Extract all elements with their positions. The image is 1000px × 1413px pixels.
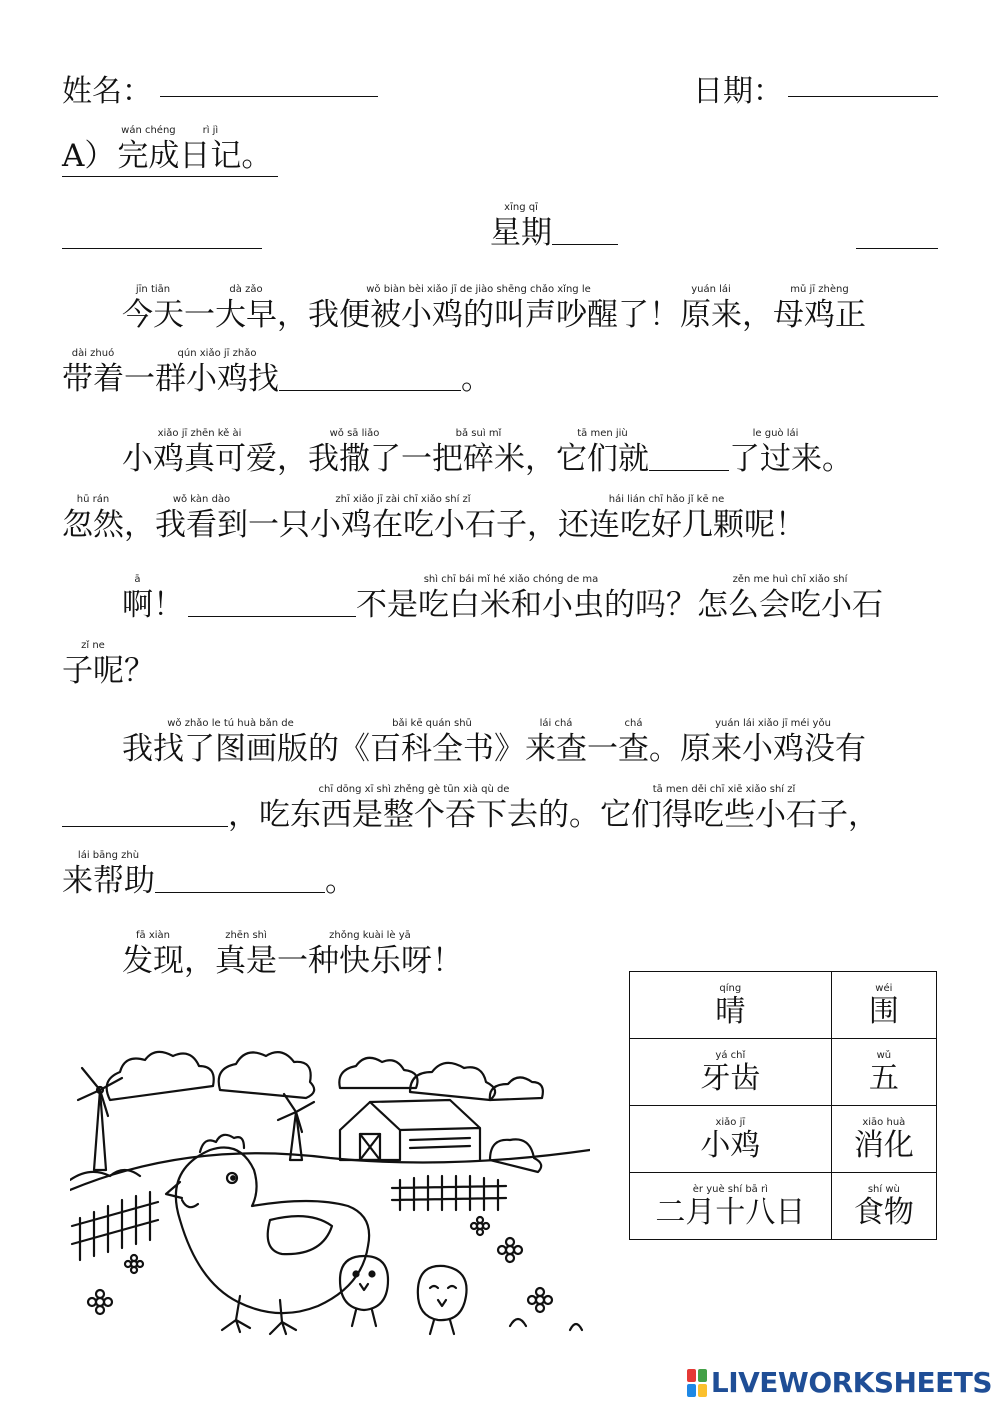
hanzi-text: 啊 xyxy=(122,587,153,623)
hanzi-text: 还连吃好几颗呢 xyxy=(558,507,775,543)
paragraph-2-line-2 xyxy=(62,494,806,541)
pinyin-text xyxy=(666,574,697,586)
pinyin-word xyxy=(308,284,649,331)
pinyin-word xyxy=(155,348,279,395)
pinyin-text: shí wù xyxy=(867,1184,900,1195)
word-option[interactable] xyxy=(700,1050,760,1094)
flower-icon xyxy=(88,1290,112,1314)
digest-blank-input[interactable] xyxy=(155,862,325,893)
pinyin-text: qún xiǎo jī zhǎo xyxy=(177,348,257,359)
pinyin-text: wǒ kàn dào xyxy=(172,494,231,505)
pinyin-word xyxy=(215,284,277,331)
hanzi-text: 子呢 xyxy=(62,653,124,689)
hanzi-text: ， xyxy=(525,441,556,477)
word-option[interactable] xyxy=(854,1184,914,1228)
pinyin-text: xiāo huà xyxy=(862,1117,906,1128)
pinyin-text: shì chī bái mǐ hé xiǎo chóng de ma xyxy=(423,574,599,585)
teeth-blank-input[interactable] xyxy=(62,796,228,827)
windmill-icon xyxy=(290,1112,302,1160)
hanzi-text: 星期 xyxy=(490,215,552,251)
hanzi-text: ， xyxy=(527,507,558,543)
name-input[interactable] xyxy=(160,66,378,97)
brand-logo[interactable] xyxy=(687,1366,992,1399)
pinyin-word xyxy=(153,574,184,621)
pinyin-text: zhǒng kuài lè yā xyxy=(329,930,411,941)
pinyin-text xyxy=(277,284,308,296)
pinyin-word xyxy=(490,202,552,249)
pinyin-text: wǔ xyxy=(876,1050,892,1061)
pinyin-text: mǔ jī zhèng xyxy=(790,284,849,295)
farm-illustration xyxy=(70,1030,590,1350)
hanzi-text: 我便被小鸡的叫声吵醒了 xyxy=(308,297,649,333)
pinyin-word xyxy=(527,494,558,541)
pinyin-word xyxy=(308,428,401,475)
pinyin-text: wéi xyxy=(875,983,893,994)
paragraph-4-line-3 xyxy=(62,850,356,897)
pinyin-word xyxy=(848,784,879,831)
pinyin-word xyxy=(259,784,569,831)
pinyin-text: wǒ zhǎo le tú huà bǎn de xyxy=(167,718,294,729)
pinyin-text xyxy=(432,930,463,942)
pinyin-word xyxy=(248,494,279,541)
hanzi-text: 完成 xyxy=(117,138,180,174)
pinyin-text: yuán lái xyxy=(691,284,731,295)
hanzi-text: 小鸡真可爱 xyxy=(122,441,277,477)
pinyin-word xyxy=(241,125,272,172)
pinyin-word xyxy=(124,640,155,687)
hanzi-text: 我找了图画版的 xyxy=(122,731,339,767)
pinyin-text xyxy=(649,718,680,730)
hanzi-text: ！ xyxy=(153,587,184,623)
paragraph-1-line-1 xyxy=(122,284,866,331)
fence-icon xyxy=(392,1176,506,1210)
hanzi-text: 它们就 xyxy=(556,441,649,477)
pinyin-text xyxy=(241,125,272,137)
hanzi-text: 种快乐呀 xyxy=(308,943,432,979)
pinyin-text: chá xyxy=(624,718,643,729)
hanzi-text: 怎么会吃小石 xyxy=(697,587,883,623)
word-bank-cell xyxy=(831,1173,936,1240)
word-bank-row xyxy=(630,1039,937,1106)
pinyin-text: zǐ ne xyxy=(81,640,105,651)
hanzi-text: 五 xyxy=(868,1061,899,1096)
pinyin-text: chī dōng xī shì zhěng gè tūn xià qù de xyxy=(318,784,510,795)
pinyin-text xyxy=(822,428,853,440)
word-bank-cell xyxy=(831,1039,936,1106)
pinyin-word xyxy=(122,718,339,765)
pinyin-text: bǎ suì mǐ xyxy=(455,428,502,439)
date-label: 日期： xyxy=(693,74,783,109)
hanzi-text: 百科全书 xyxy=(370,731,494,767)
pinyin-text xyxy=(527,494,558,506)
pinyin-text xyxy=(248,494,279,506)
hanzi-text: ？ xyxy=(124,653,155,689)
pinyin-text xyxy=(153,574,184,586)
pinyin-word xyxy=(277,930,308,977)
hanzi-text: 日记 xyxy=(179,138,242,174)
date-input[interactable] xyxy=(788,66,938,97)
pinyin-word xyxy=(277,428,308,475)
pinyin-word xyxy=(854,1117,914,1161)
pinyin-word xyxy=(279,494,527,541)
pinyin-text xyxy=(277,428,308,440)
pinyin-word xyxy=(339,718,370,765)
pinyin-word xyxy=(700,1050,760,1094)
word-bank-cell xyxy=(630,972,832,1039)
pinyin-word xyxy=(62,640,124,687)
hanzi-text: 消化 xyxy=(853,1128,914,1163)
flower-icon xyxy=(528,1288,552,1312)
pinyin-text: fā xiàn xyxy=(136,930,170,941)
paragraph-3-line-1 xyxy=(122,574,883,621)
pinyin-text: yá chǐ xyxy=(715,1050,746,1061)
pinyin-word xyxy=(822,428,853,475)
hanzi-text: ！ xyxy=(432,943,463,979)
period: 。 xyxy=(461,361,492,397)
pinyin-word xyxy=(558,494,775,541)
hanzi-text: 母鸡正 xyxy=(773,297,866,333)
hanzi-text: 。 xyxy=(569,797,600,833)
hanzi-text: 只小鸡在吃小石子 xyxy=(279,507,527,543)
hanzi-text: ， xyxy=(184,943,215,979)
pinyin-word xyxy=(62,494,124,541)
hanzi-text: 我看到 xyxy=(155,507,248,543)
word-bank-cell xyxy=(831,972,936,1039)
hanzi-text: 来查 xyxy=(525,731,587,767)
hanzi-text: ， xyxy=(277,441,308,477)
word-bank-cell xyxy=(630,1039,832,1106)
hanzi-text: 》 xyxy=(494,731,525,767)
cloud-icon xyxy=(107,1052,214,1100)
pinyin-word xyxy=(666,574,697,621)
cloud-icon xyxy=(339,1058,417,1088)
hanzi-text: ， xyxy=(277,297,308,333)
chicken-blank-input[interactable] xyxy=(188,586,356,617)
hanzi-text: ？ xyxy=(666,587,697,623)
pinyin-text: xiǎo jī zhēn kě ài xyxy=(157,428,242,439)
pinyin-text xyxy=(277,930,308,942)
pinyin-word xyxy=(869,1050,899,1094)
hanzi-text: 一 xyxy=(401,441,432,477)
hanzi-text: ， xyxy=(742,297,773,333)
cloud-icon xyxy=(410,1063,495,1100)
name-label: 姓名： xyxy=(62,74,152,109)
weather-input[interactable] xyxy=(856,218,938,249)
word-bank-row xyxy=(630,972,937,1039)
hanzi-text: 二月十八日 xyxy=(655,1195,806,1230)
paragraph-5-line-1 xyxy=(122,930,463,977)
pinyin-text xyxy=(848,784,879,796)
pinyin-text: qíng xyxy=(719,983,742,994)
pinyin-text xyxy=(401,428,432,440)
pinyin-text: wǒ biàn bèi xiǎo jī de jiào shēng chǎo xǐng le xyxy=(366,284,591,295)
pinyin-word xyxy=(117,125,179,172)
pinyin-text: zhēn shì xyxy=(225,930,267,941)
hanzi-text: 。 xyxy=(822,441,853,477)
cloud-icon xyxy=(219,1052,314,1098)
pinyin-word xyxy=(587,718,618,765)
pinyin-text: èr yuè shí bā rì xyxy=(692,1184,768,1195)
pinyin-text: ā xyxy=(134,574,141,585)
flower-icon xyxy=(125,1255,143,1273)
pinyin-word xyxy=(432,428,525,475)
hanzi-text: 一 xyxy=(184,297,215,333)
pinyin-word xyxy=(155,494,248,541)
word-bank-cell xyxy=(630,1173,832,1240)
weekday-row xyxy=(490,202,618,249)
flower-icon xyxy=(498,1238,522,1262)
hanzi-text: 一 xyxy=(124,361,155,397)
hanzi-text: 吃东西是整个吞下去的 xyxy=(259,797,569,833)
pinyin-text: tā men děi chī xiē xiǎo shí zǐ xyxy=(652,784,796,795)
pinyin-word xyxy=(277,284,308,331)
hanzi-text: 原来小鸡没有 xyxy=(680,731,866,767)
pinyin-text xyxy=(649,284,680,296)
pinyin-text: bǎi kē quán shū xyxy=(392,718,472,729)
pinyin-word xyxy=(618,718,649,765)
hanzi-text: 大早 xyxy=(215,297,277,333)
hanzi-text: 了过来 xyxy=(729,441,822,477)
pinyin-word xyxy=(370,718,494,765)
pinyin-text xyxy=(587,718,618,730)
hanzi-text: 围 xyxy=(868,994,899,1029)
pinyin-text xyxy=(742,284,773,296)
period: 。 xyxy=(325,863,356,899)
pinyin-text: hū rán xyxy=(76,494,110,505)
hanzi-text: 忽然 xyxy=(62,507,124,543)
hanzi-text: 一 xyxy=(248,507,279,543)
hanzi-text: 来帮助 xyxy=(62,863,155,899)
pinyin-word xyxy=(556,428,649,475)
section-heading xyxy=(62,125,278,177)
word-bank-row xyxy=(630,1106,937,1173)
pinyin-text xyxy=(775,494,806,506)
hanzi-text: ， xyxy=(124,507,155,543)
pinyin-word xyxy=(494,718,525,765)
chick-icon xyxy=(418,1266,467,1320)
barn-icon xyxy=(340,1102,400,1160)
pinyin-word xyxy=(525,718,587,765)
pinyin-word xyxy=(680,284,742,331)
pinyin-text: zhī xiǎo jī zài chī xiǎo shí zǐ xyxy=(335,494,471,505)
cloud-icon xyxy=(490,1077,543,1100)
food-blank-input[interactable] xyxy=(279,360,461,391)
pinyin-word xyxy=(122,284,184,331)
pinyin-text: dài zhuó xyxy=(71,348,115,359)
hanzi-text: 我撒了 xyxy=(308,441,401,477)
pinyin-text: yuán lái xiǎo jī méi yǒu xyxy=(715,718,831,729)
hanzi-text: 小鸡 xyxy=(700,1128,761,1163)
pinyin-text xyxy=(525,428,556,440)
pinyin-word xyxy=(649,284,680,331)
hanzi-text: 食物 xyxy=(853,1195,914,1230)
pinyin-text xyxy=(124,640,155,652)
pinyin-text: wǒ sā liǎo xyxy=(329,428,380,439)
pinyin-text xyxy=(339,718,370,730)
word-option[interactable] xyxy=(715,983,745,1027)
word-bank-row xyxy=(630,1173,937,1240)
pinyin-word xyxy=(729,428,822,475)
word-option[interactable] xyxy=(700,1117,760,1161)
pinyin-word xyxy=(525,428,556,475)
pinyin-text xyxy=(569,784,600,796)
paragraph-2-line-1 xyxy=(122,428,853,475)
hanzi-text: 。 xyxy=(241,138,273,174)
pinyin-text xyxy=(124,494,155,506)
paragraph-3-line-2 xyxy=(62,640,155,687)
word-option[interactable] xyxy=(655,1184,805,1228)
word-bank-table xyxy=(629,971,937,1240)
hanzi-text: 今天 xyxy=(122,297,184,333)
pinyin-word xyxy=(649,718,680,765)
pinyin-text: tā men jiù xyxy=(577,428,628,439)
pinyin-text xyxy=(124,348,155,360)
hanzi-text: 原来 xyxy=(680,297,742,333)
pinyin-word xyxy=(184,930,215,977)
hanzi-text: ！ xyxy=(775,507,806,543)
date-line-input[interactable] xyxy=(62,218,262,249)
pinyin-word xyxy=(62,850,155,897)
pinyin-word xyxy=(124,494,155,541)
pinyin-word xyxy=(715,983,745,1027)
word-bank-cell xyxy=(630,1106,832,1173)
flower-icon xyxy=(471,1217,489,1235)
weekday-input[interactable] xyxy=(552,214,618,245)
pinyin-text xyxy=(494,718,525,730)
word-bank-body xyxy=(630,972,937,1240)
word-bank-cell xyxy=(831,1106,936,1173)
hanzi-text: 群小鸡找 xyxy=(155,361,279,397)
section-label: A） xyxy=(62,138,116,174)
pinyin-word xyxy=(869,983,899,1027)
pinyin-word xyxy=(122,428,277,475)
hanzi-text: 把碎米 xyxy=(432,441,525,477)
hanzi-text: ， xyxy=(848,797,879,833)
pinyin-word xyxy=(215,930,277,977)
pinyin-word xyxy=(432,930,463,977)
pinyin-word xyxy=(62,348,124,395)
hanzi-text: 《 xyxy=(339,731,370,767)
pinyin-text: rì jì xyxy=(202,125,219,136)
hanzi-text: ， xyxy=(228,797,259,833)
hanzi-text: ！ xyxy=(649,297,680,333)
pinyin-text: hái lián chī hǎo jǐ kē ne xyxy=(608,494,725,505)
pinyin-word xyxy=(700,1117,760,1161)
hanzi-text: 不是吃白米和小虫的吗 xyxy=(356,587,666,623)
pinyin-word xyxy=(697,574,883,621)
hanzi-text: 它们得吃些小石子 xyxy=(600,797,848,833)
hanzi-text: 牙齿 xyxy=(700,1061,761,1096)
hanzi-text: 查 xyxy=(618,731,649,767)
hanzi-text: 。 xyxy=(649,731,680,767)
pinyin-text: jīn tiān xyxy=(135,284,171,295)
word-option[interactable] xyxy=(869,983,899,1027)
pinyin-text: xīng qī xyxy=(504,202,538,213)
pinyin-word xyxy=(569,784,600,831)
fence-icon xyxy=(72,1192,158,1260)
pinyin-text: lái chá xyxy=(539,718,573,729)
pinyin-word xyxy=(228,784,259,831)
pinyin-word xyxy=(680,718,866,765)
pinyin-word xyxy=(184,284,215,331)
pinyin-text xyxy=(184,284,215,296)
pinyin-word xyxy=(356,574,666,621)
pinyin-text xyxy=(184,930,215,942)
hanzi-text: 带着 xyxy=(62,361,124,397)
pinyin-word xyxy=(773,284,866,331)
pinyin-word xyxy=(122,930,184,977)
brand-mark-icon xyxy=(687,1369,707,1397)
pinyin-word xyxy=(655,1184,805,1228)
pinyin-text: lái bāng zhù xyxy=(77,850,140,861)
pinyin-word xyxy=(775,494,806,541)
pinyin-word xyxy=(124,348,155,395)
pinyin-word xyxy=(122,574,153,621)
word-option[interactable] xyxy=(869,1050,899,1094)
surround-blank-input[interactable] xyxy=(649,440,729,471)
hanzi-text: 一 xyxy=(587,731,618,767)
hanzi-text: 一 xyxy=(277,943,308,979)
hanzi-text: 晴 xyxy=(715,994,746,1029)
paragraph-4-line-2 xyxy=(62,784,879,831)
pinyin-text: zěn me huì chī xiǎo shí xyxy=(732,574,848,585)
pinyin-text: dà zǎo xyxy=(229,284,263,295)
paragraph-1-line-2 xyxy=(62,348,492,395)
hanzi-text: 真是 xyxy=(215,943,277,979)
pinyin-word xyxy=(308,930,432,977)
pinyin-word xyxy=(854,1184,914,1228)
paragraph-4-line-1 xyxy=(122,718,866,765)
pinyin-text: wán chéng xyxy=(121,125,176,136)
word-option[interactable] xyxy=(854,1117,914,1161)
pinyin-word xyxy=(179,125,241,172)
hanzi-text: 发现 xyxy=(122,943,184,979)
pinyin-word xyxy=(401,428,432,475)
brand-name: LIVEWORKSHEETS xyxy=(710,1366,992,1399)
pinyin-word xyxy=(742,284,773,331)
pinyin-text xyxy=(228,784,259,796)
pinyin-text: le guò lái xyxy=(752,428,799,439)
pinyin-word xyxy=(600,784,848,831)
pinyin-text: xiǎo jī xyxy=(715,1117,746,1128)
